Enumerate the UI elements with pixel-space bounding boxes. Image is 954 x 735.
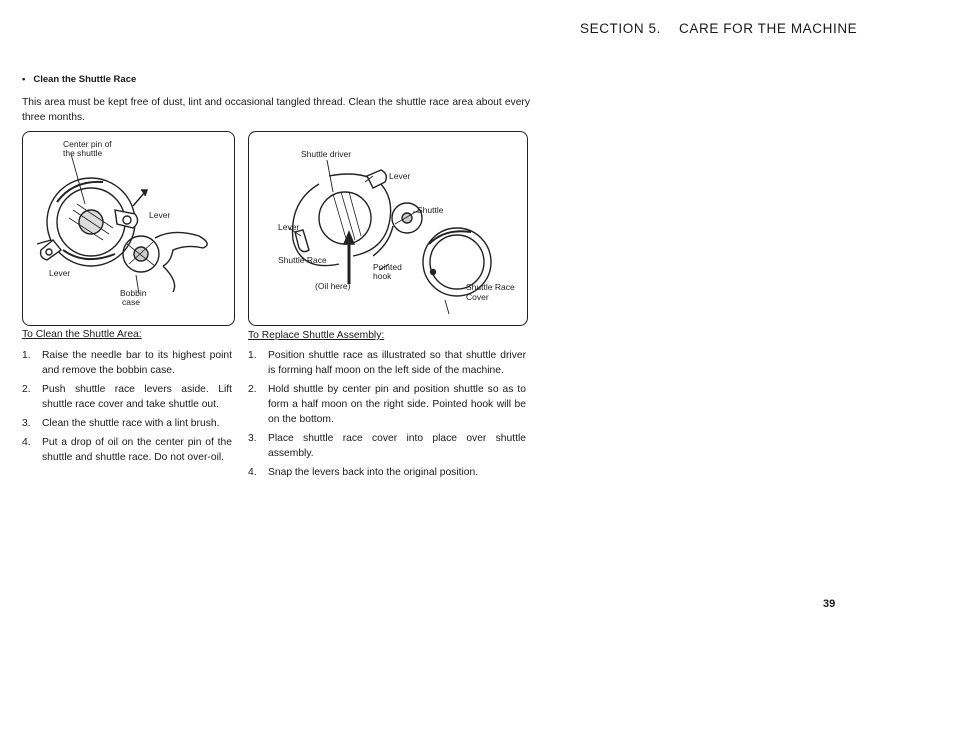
list-item	[248, 431, 526, 461]
page-number: 39	[823, 598, 836, 610]
list-item	[22, 348, 232, 378]
step-number: 3.	[248, 433, 257, 444]
step-text: Push shuttle race levers aside. Lift shuttle race cover and take shuttle out.	[42, 384, 232, 410]
label-bobbin-case: case	[122, 297, 140, 307]
label-pointed: Pointed	[373, 262, 402, 272]
heading-text: Clean the Shuttle Race	[33, 74, 137, 85]
step-number: 1.	[22, 350, 31, 361]
step-text: Raise the needle bar to its highest point and remove the bobbin case.	[42, 350, 232, 376]
step-text: Hold shuttle by center pin and position shuttle so as to form a half moon on the right side. Pointed hook will be on the bottom.	[268, 384, 526, 425]
list-item	[248, 348, 526, 378]
step-number: 4.	[248, 467, 257, 478]
list-item	[22, 435, 232, 465]
label-lever-left: Lever	[49, 268, 71, 278]
label-oil-here: (Oil here)	[315, 281, 351, 291]
step-number: 3.	[22, 418, 31, 429]
step-text: Snap the levers back into the original position.	[268, 467, 479, 478]
label-cover-2: Cover	[466, 292, 489, 302]
label-shuttle-race: Shuttle Race	[278, 255, 327, 265]
section-number: SECTION 5.	[580, 21, 662, 36]
label-lever-top: Lever	[389, 171, 411, 181]
intro-paragraph: This area must be kept free of dust, lint and occasional tangled thread. Clean the shuttle race area about every three months.	[22, 97, 530, 123]
list-item	[248, 465, 526, 480]
label-lever-right: Lever	[149, 210, 171, 220]
label-shuttle-driver: Shuttle driver	[301, 149, 352, 159]
step-text: Put a drop of oil on the center pin of the shuttle and shuttle race. Do not over-oil.	[42, 437, 232, 463]
figure-replace-shuttle	[248, 131, 528, 326]
list-item	[22, 416, 232, 431]
figure-clean-shuttle	[22, 131, 235, 326]
clean-steps-list	[22, 348, 232, 469]
label-center-pin-1: Center pin of	[63, 139, 112, 149]
replace-subheading: To Replace Shuttle Assembly:	[248, 330, 385, 341]
label-lever-left: Lever	[278, 222, 300, 232]
shuttle-race-heading	[22, 74, 136, 85]
label-cover: Shuttle Race	[466, 282, 515, 292]
label-pointed-hook: hook	[373, 271, 392, 281]
bullet-icon: •	[22, 74, 26, 85]
clean-subheading: To Clean the Shuttle Area:	[22, 329, 142, 340]
section-header	[580, 21, 857, 36]
section-title: CARE FOR THE MACHINE	[679, 21, 858, 36]
step-text: Place shuttle race cover into place over shuttle assembly.	[268, 433, 526, 459]
step-text: Position shuttle race as illustrated so that shuttle driver is forming half moon on the left side of the machine.	[268, 350, 526, 376]
step-number: 2.	[248, 384, 257, 395]
list-item	[22, 382, 232, 412]
list-item	[248, 382, 526, 427]
step-number: 4.	[22, 437, 31, 448]
step-number: 1.	[248, 350, 257, 361]
step-text: Clean the shuttle race with a lint brush.	[42, 418, 220, 429]
step-number: 2.	[22, 384, 31, 395]
label-center-pin-2: the shuttle	[63, 148, 103, 158]
label-shuttle: Shuttle	[417, 205, 444, 215]
replace-steps-list	[248, 348, 526, 484]
label-bobbin: Bobbin	[120, 288, 147, 298]
